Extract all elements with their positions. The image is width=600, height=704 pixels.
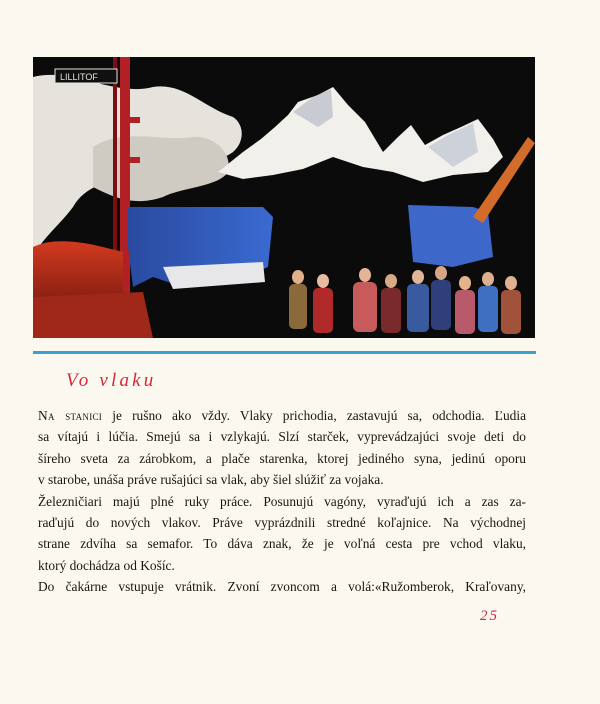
illustration-artwork [33,57,535,338]
text-line: sa vítajú i lúčia. Smejú sa i vzlykajú. Slzí starček, vyprevádzajúci svoje deti do [38,429,526,445]
text-line [38,405,526,426]
text-line: Železničiari majú plné ruky práce. Posunujú vagóny, vyraďujú ich a zas za- [38,493,526,509]
station-sign-text: LILLITOF [60,72,98,82]
section-divider [33,351,536,354]
text-line: Do čakárne vstupuje vrátnik. Zvoní zvoncom a volá:«Ružomberok, Kraľovany, [38,579,526,595]
text-line-part: je rušno ako vždy. Vlaky prichodia, zastavujú sa, odchodia. Ľudia [102,408,526,423]
paragraph-2 [38,491,526,577]
body-text [38,405,526,598]
station-illustration [33,57,535,338]
text-line: šíreho sveta za zárobkom, a plače starenka, ktorej jediného syna, jedinú oporu [38,450,526,466]
chapter-title: Vo vlaku [66,370,157,391]
text-line: v starobe, unáša práve rušajúci sa vlak, aby šiel slúžiť za vojaka. [38,472,384,488]
paragraph-lead: Na stanici [38,408,103,423]
page-number: 25 [480,608,499,624]
paragraph-1 [38,405,526,491]
text-line: ktorý dochádza od Košíc. [38,557,175,573]
paragraph-3 [38,576,526,597]
text-line: strane zdvíha sa semafor. To dáva znak, že je voľná cesta pre vchod vlaku, [38,536,526,552]
text-line: raďujú do nových vlakov. Práve vyprázdnili stredné koľajnice. Na východnej [38,514,526,530]
